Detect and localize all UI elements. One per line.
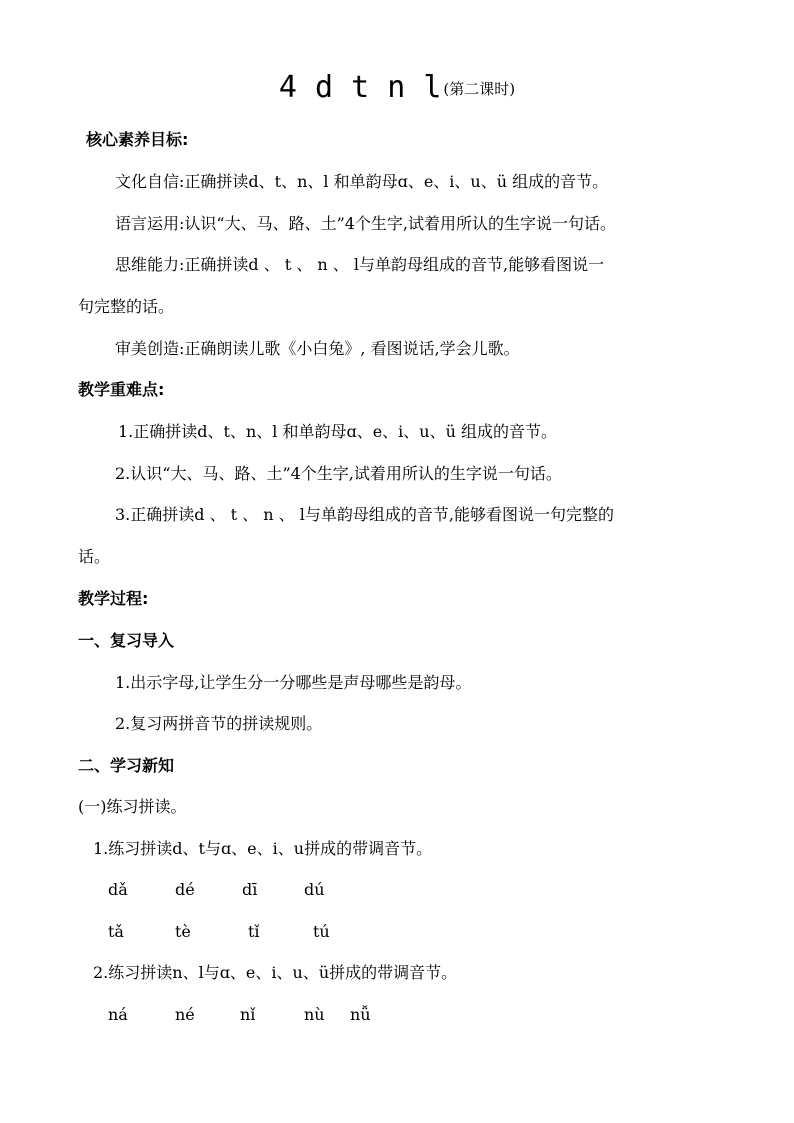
core-goal-language: 语言运用:认识“大、马、路、土”4个生字,试着用所认的生字说一句话。 [115, 214, 617, 233]
key-point-1: 1.正确拼读d、t、n、l 和单韵母ɑ、e、i、u、ü 组成的音节。 [118, 422, 557, 441]
exercise-2-text: 2.练习拼读n、l与ɑ、e、i、u、ü拼成的带调音节。 [93, 963, 458, 982]
syllable: tǐ [248, 922, 260, 941]
syllable: dī [242, 880, 258, 899]
syllable: tǎ [108, 922, 124, 941]
syllable: tè [175, 922, 191, 941]
review-item-2: 2.复习两拼音节的拼读规则。 [115, 714, 323, 733]
key-points-heading: 教学重难点: [78, 380, 165, 399]
review-heading: 一、复习导入 [78, 631, 175, 650]
syllable-row-t [0, 922, 794, 944]
core-goals-heading: 核心素养目标: [86, 130, 189, 149]
lesson-title-main: 4 d t n l [278, 70, 442, 105]
core-goal-culture: 文化自信:正确拼读d、t、n、l 和单韵母ɑ、e、i、u、ü 组成的音节。 [115, 172, 609, 191]
key-point-3: 3.正确拼读d 、 t 、 n 、 l与单韵母组成的音节,能够看图说一句完整的 [115, 505, 614, 524]
syllable: nǚ [350, 1005, 371, 1024]
new-learning-heading: 二、学习新知 [78, 756, 175, 775]
key-point-3-cont: 话。 [78, 547, 111, 566]
syllable: dú [304, 880, 325, 899]
core-goal-aesthetic: 审美创造:正确朗读儿歌《小白兔》, 看图说话,学会儿歌。 [115, 339, 520, 358]
lesson-title [0, 70, 794, 105]
lesson-title-sub: (第二课时) [443, 80, 516, 98]
syllable-row-n [0, 1005, 794, 1027]
syllable: dé [175, 880, 195, 899]
syllable: né [175, 1005, 195, 1024]
core-goal-thinking-cont: 句完整的话。 [78, 297, 175, 316]
syllable: dǎ [108, 880, 128, 899]
syllable-row-d [0, 880, 794, 902]
process-heading: 教学过程: [78, 589, 149, 608]
practice-subheading: (一)练习拼读。 [78, 797, 187, 816]
syllable: nù [304, 1005, 325, 1024]
syllable: ná [108, 1005, 128, 1024]
exercise-1-text: 1.练习拼读d、t与ɑ、e、i、u拼成的带调音节。 [93, 839, 433, 858]
syllable: tú [313, 922, 330, 941]
core-goal-thinking: 思维能力:正确拼读d 、 t 、 n 、 l与单韵母组成的音节,能够看图说一 [115, 255, 605, 274]
key-point-2: 2.认识“大、马、路、土”4个生字,试着用所认的生字说一句话。 [115, 464, 562, 483]
review-item-1: 1.出示字母,让学生分一分哪些是声母哪些是韵母。 [115, 673, 472, 692]
syllable: nǐ [240, 1005, 256, 1024]
